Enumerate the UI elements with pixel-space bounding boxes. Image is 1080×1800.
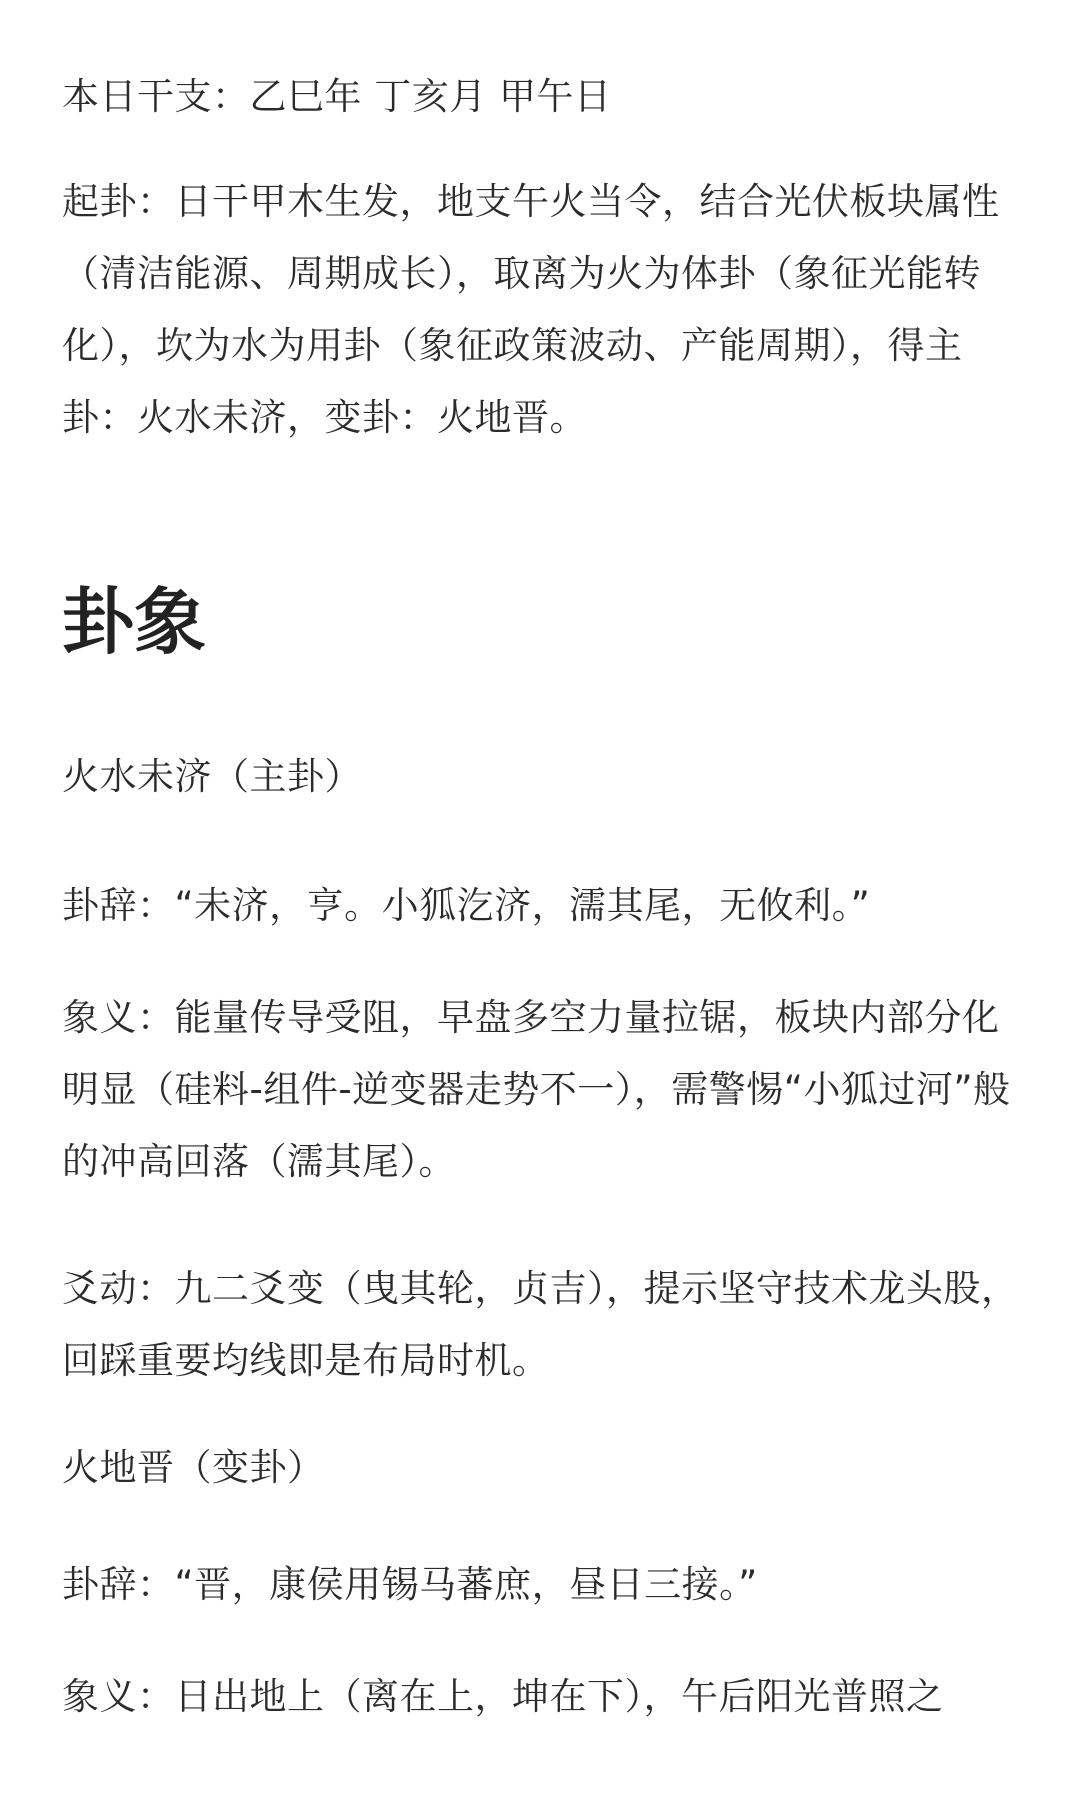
bian-gua-guaci: 卦辞：“晋，康侯用锡马蕃庶，昼日三接。” [62,1563,758,1606]
article-body [62,0,1034,1800]
main-gua-title: 火水未济（主卦） [62,755,362,798]
main-gua-yaodong: 爻动：九二爻变（曳其轮，贞吉），提示坚守技术龙头股，回踩重要均线即是布局时机。 [62,1267,1019,1382]
bian-gua-xiangyi: 象义：日出地上（离在上，坤在下），午后阳光普照之 [62,1675,944,1718]
main-gua-xiangyi: 象义：能量传导受阻，早盘多空力量拉锯，板块内部分化明显（硅料-组件-逆变器走势不一），需警惕“小狐过河”般的冲高回落（濡其尾）。 [62,996,1011,1183]
bian-gua-title: 火地晋（变卦） [62,1446,325,1489]
qigua-paragraph: 起卦：日干甲木生发，地支午火当令，结合光伏板块属性（清洁能源、周期成长），取离为火为体卦（象征光能转化），坎为水为用卦（象征政策波动、产能周期），得主卦：火水未济，变卦：火地晋。 [62,180,1000,439]
date-line: 本日干支：乙巳年 丁亥月 甲午日 [62,75,612,118]
section-title: 卦象 [62,579,207,664]
main-gua-guaci: 卦辞：“未济，亨。小狐汔济，濡其尾，无攸利。” [62,884,871,927]
